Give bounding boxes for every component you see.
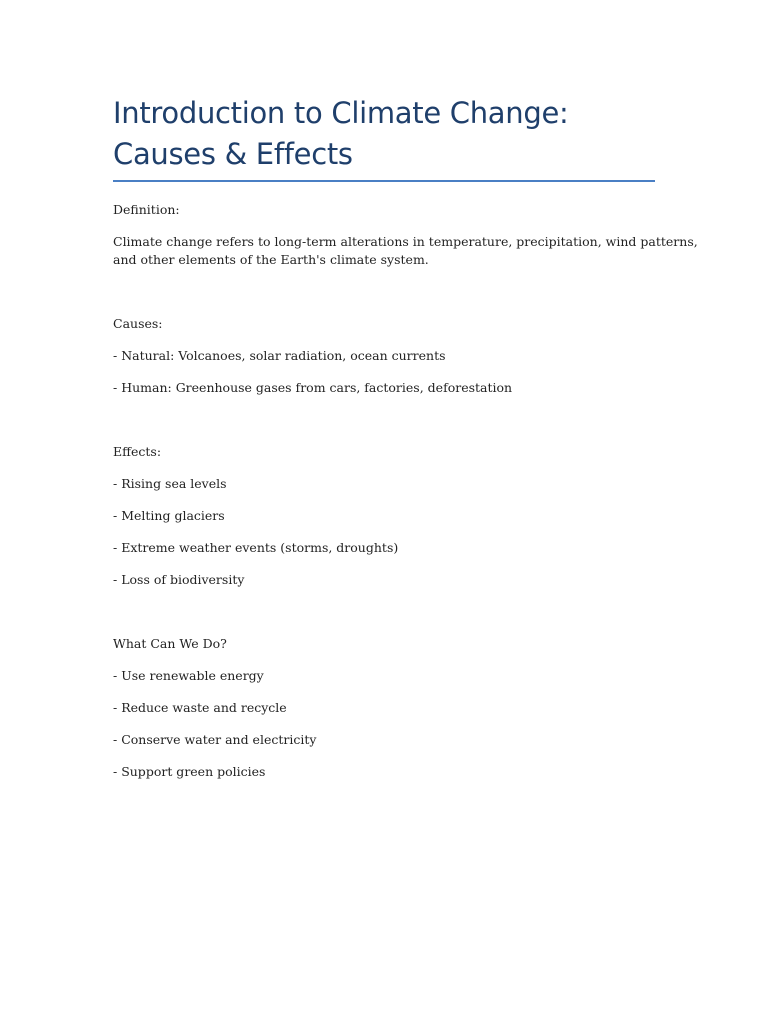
causes-heading: Causes: — [113, 316, 163, 331]
list-item: - Loss of biodiversity — [113, 572, 245, 587]
list-item: - Reduce waste and recycle — [113, 700, 287, 715]
definition-heading: Definition: — [113, 202, 180, 217]
title-divider — [113, 180, 655, 182]
definition-text-line-1: Climate change refers to long-term alterations in temperature, precipitation, wind patterns, — [113, 234, 698, 249]
list-item: - Extreme weather events (storms, droughts) — [113, 540, 399, 555]
document-page — [113, 0, 698, 1024]
document-title: Introduction to Climate Change: Causes & Effects — [113, 96, 569, 171]
list-item: - Rising sea levels — [113, 476, 227, 491]
definition-text-line-2: and other elements of the Earth's climate system. — [113, 252, 429, 267]
list-item: - Natural: Volcanoes, solar radiation, ocean currents — [113, 348, 446, 363]
list-item: - Use renewable energy — [113, 668, 264, 683]
actions-heading: What Can We Do? — [113, 636, 227, 651]
list-item: - Melting glaciers — [113, 508, 225, 523]
list-item: - Human: Greenhouse gases from cars, factories, deforestation — [113, 380, 513, 395]
list-item: - Support green policies — [113, 764, 266, 779]
effects-heading: Effects: — [113, 444, 162, 459]
list-item: - Conserve water and electricity — [113, 732, 317, 747]
